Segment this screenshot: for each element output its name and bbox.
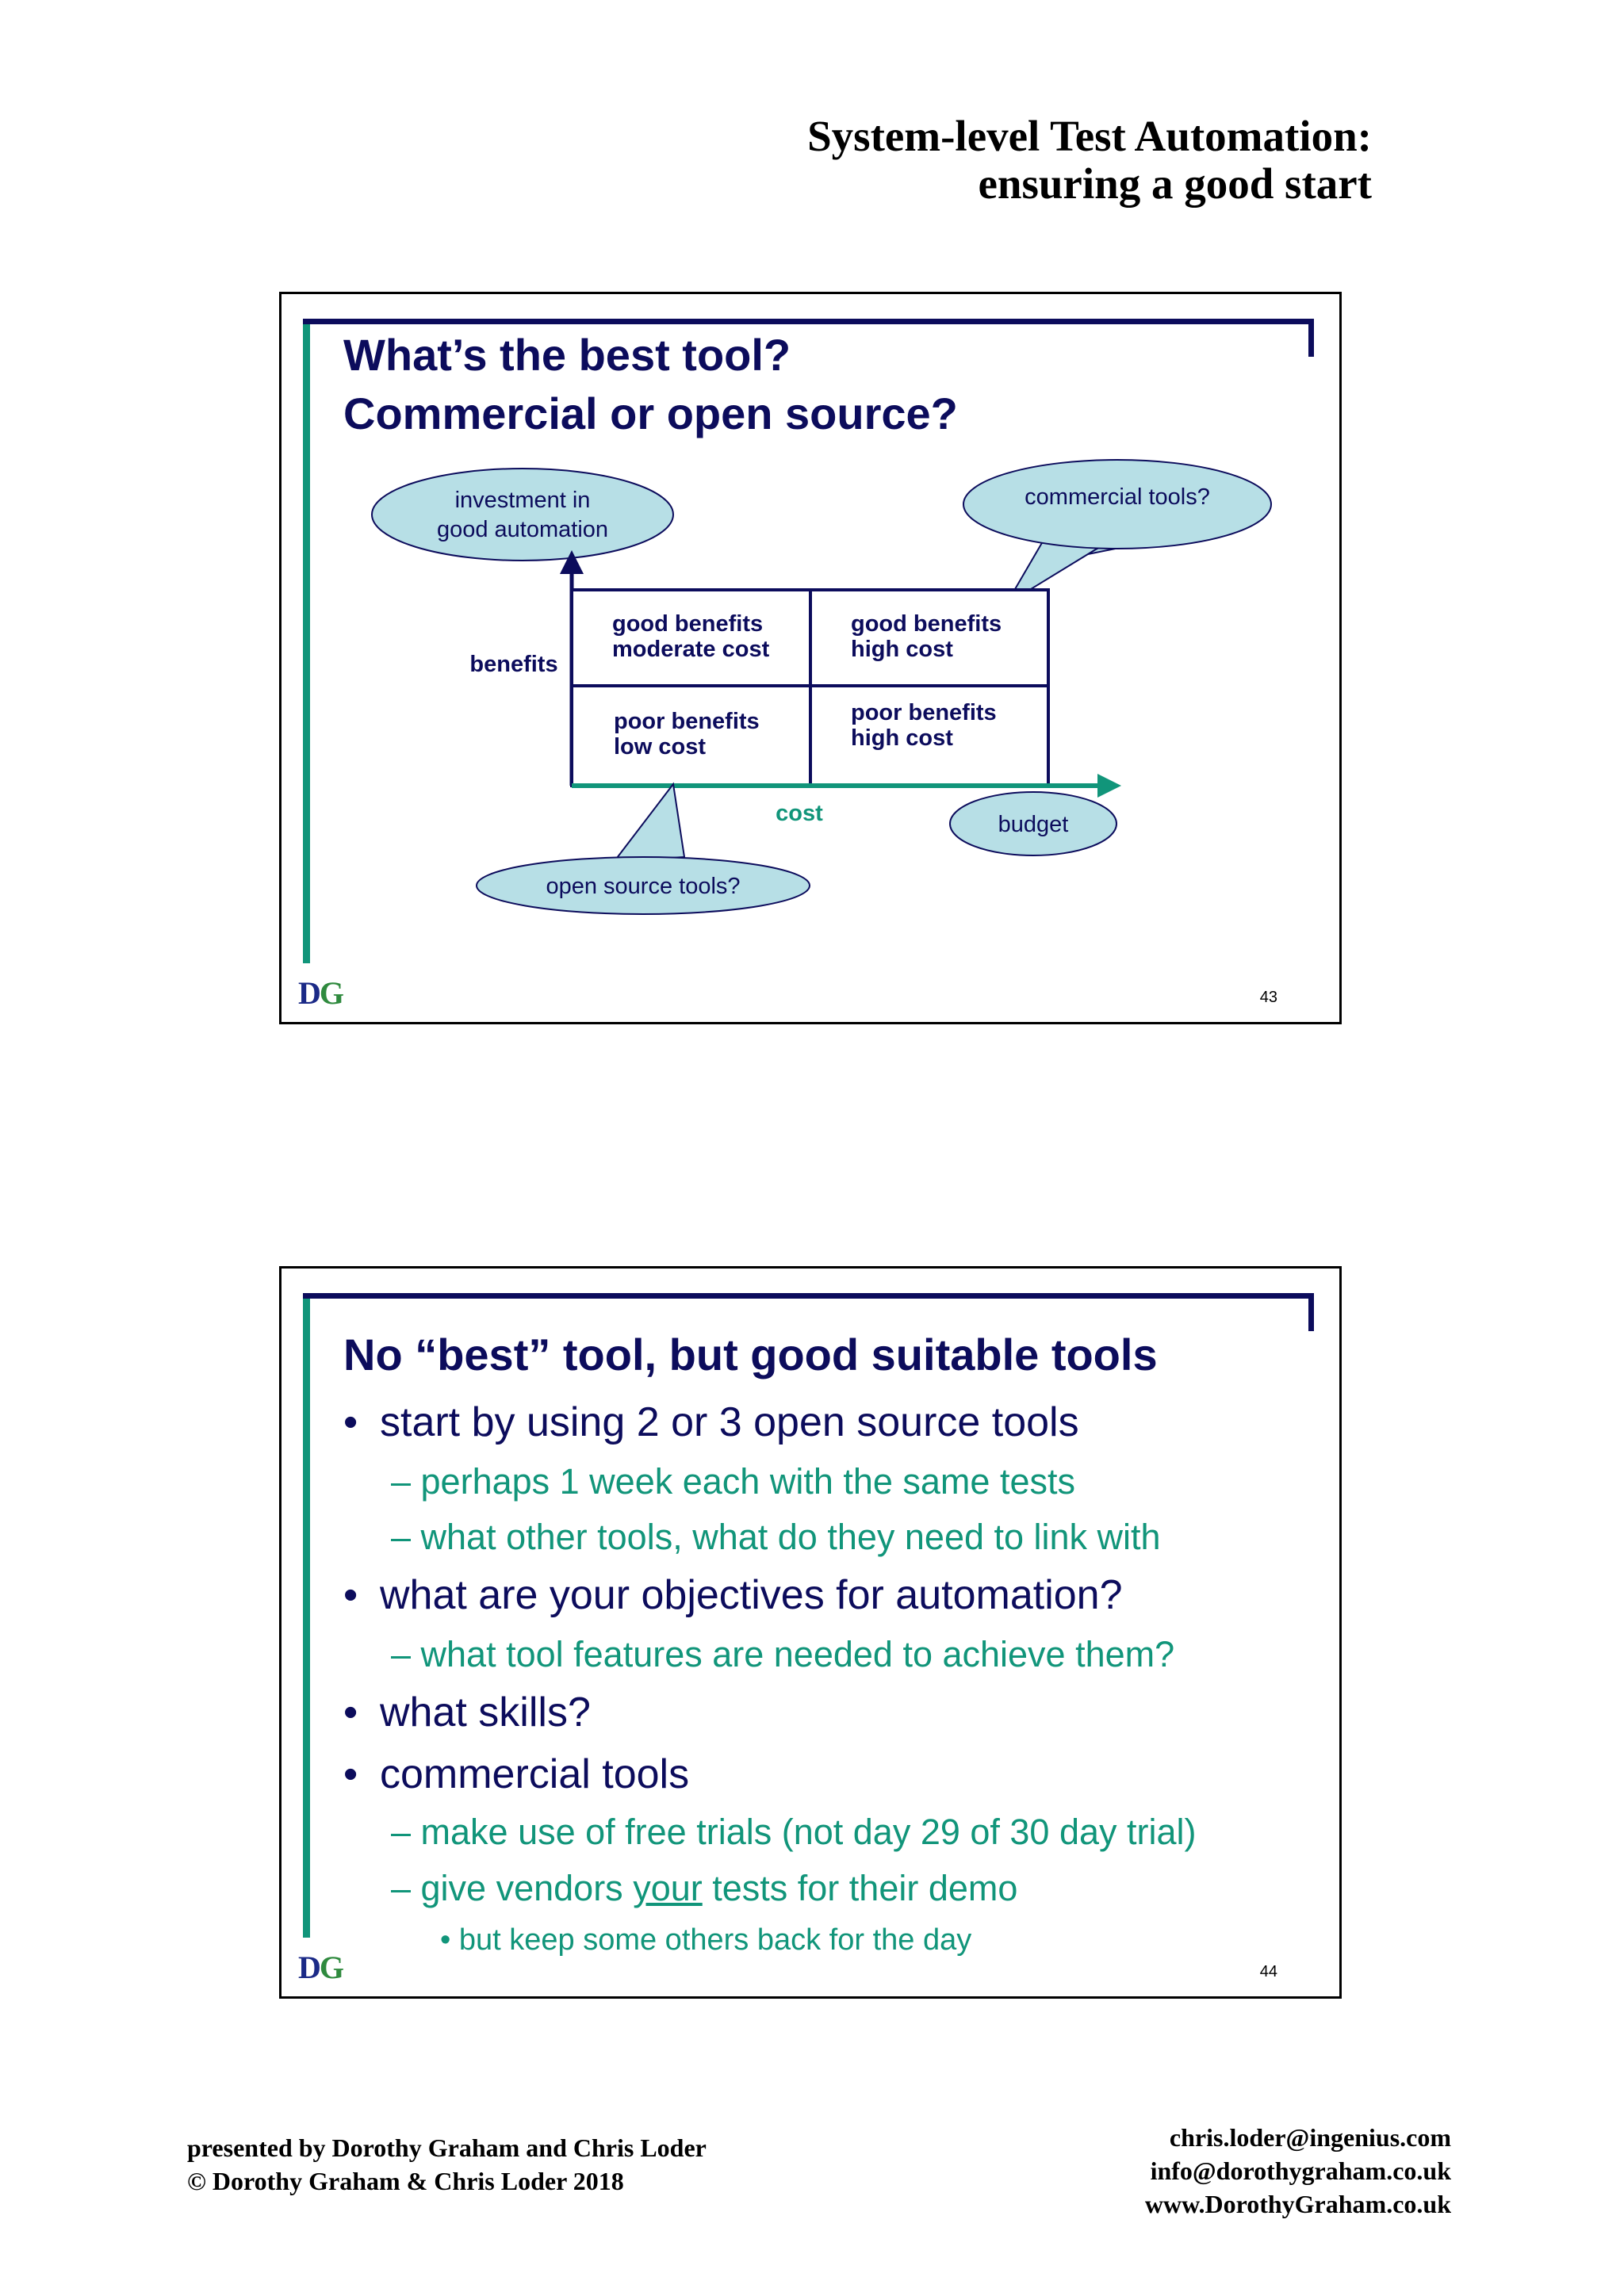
slide-43 xyxy=(279,292,1342,1024)
email-info[interactable]: info@dorothygraham.co.uk xyxy=(1150,2156,1451,2185)
callout-budget-text: budget xyxy=(998,812,1069,837)
bullet-list xyxy=(282,1269,1344,2001)
slide-44 xyxy=(279,1266,1342,1999)
dg-logo: DG xyxy=(298,1950,343,1985)
bullet-level-2: – what tool features are needed to achieve them? xyxy=(391,1634,1175,1674)
quadrant-bottom-right-line-2: high cost xyxy=(851,725,953,751)
quadrant-top-left-line-2: moderate cost xyxy=(612,637,770,662)
website-link[interactable]: www.DorothyGraham.co.uk xyxy=(1144,2190,1451,2218)
bullet-level-1: • what skills? xyxy=(343,1689,591,1735)
slide-title-line-1: What’s the best tool? xyxy=(343,330,791,380)
slide-title-line-2: Commercial or open source? xyxy=(343,388,958,438)
quadrant-bottom-right-line-1: poor benefits xyxy=(851,700,997,725)
header-line-1: System-level Test Automation: xyxy=(807,112,1372,160)
footer-credits xyxy=(187,2131,707,2198)
bullet-level-1: • commercial tools xyxy=(343,1751,690,1797)
callout-investment-bubble xyxy=(372,469,673,561)
callout-investment-line-2: good automation xyxy=(436,517,609,542)
quadrant-top-right-line-2: high cost xyxy=(851,637,953,662)
copyright: © Dorothy Graham & Chris Loder 2018 xyxy=(187,2167,624,2195)
bullet-level-1: • start by using 2 or 3 open source tools xyxy=(343,1399,1079,1445)
presented-by: presented by Dorothy Graham and Chris Loder xyxy=(187,2133,707,2162)
cost-benefit-diagram xyxy=(282,294,1344,1027)
slide-number: 44 xyxy=(1259,1963,1277,1980)
callout-commercial-text: commercial tools? xyxy=(1025,484,1210,510)
underlined-your: your xyxy=(633,1868,703,1908)
slide-title: No “best” tool, but good suitable tools xyxy=(343,1330,1158,1380)
quadrant-bottom-left-line-1: poor benefits xyxy=(614,709,760,734)
bullet-level-1: • what are your objectives for automation? xyxy=(343,1572,1123,1618)
cost-axis-label: cost xyxy=(776,801,823,826)
bullet-level-2: – make use of free trials (not day 29 of 30 day trial) xyxy=(391,1812,1197,1852)
benefits-axis-label: benefits xyxy=(469,652,558,677)
callout-open-source-pointer xyxy=(615,784,684,861)
bullet-level-2: – perhaps 1 week each with the same tests xyxy=(391,1461,1075,1502)
bullet-level-2: – give vendors your tests for their demo xyxy=(391,1868,1018,1908)
quadrant-bottom-left-line-2: low cost xyxy=(614,734,707,760)
document-header xyxy=(807,113,1372,208)
header-line-2: ensuring a good start xyxy=(978,159,1372,208)
footer-contacts xyxy=(1145,2121,1451,2221)
quadrant-top-left-line-1: good benefits xyxy=(612,611,764,637)
slide-number: 43 xyxy=(1259,989,1277,1006)
callout-open-source-text: open source tools? xyxy=(546,874,741,899)
bullet-level-3: • but keep some others back for the day xyxy=(440,1923,972,1957)
callout-investment-line-1: investment in xyxy=(454,488,591,513)
dg-logo: DG xyxy=(298,975,343,1011)
email-chris[interactable]: chris.loder@ingenius.com xyxy=(1169,2123,1451,2152)
bullet-level-2: – what other tools, what do they need to link with xyxy=(391,1517,1161,1557)
quadrant-top-right-line-1: good benefits xyxy=(851,611,1002,637)
